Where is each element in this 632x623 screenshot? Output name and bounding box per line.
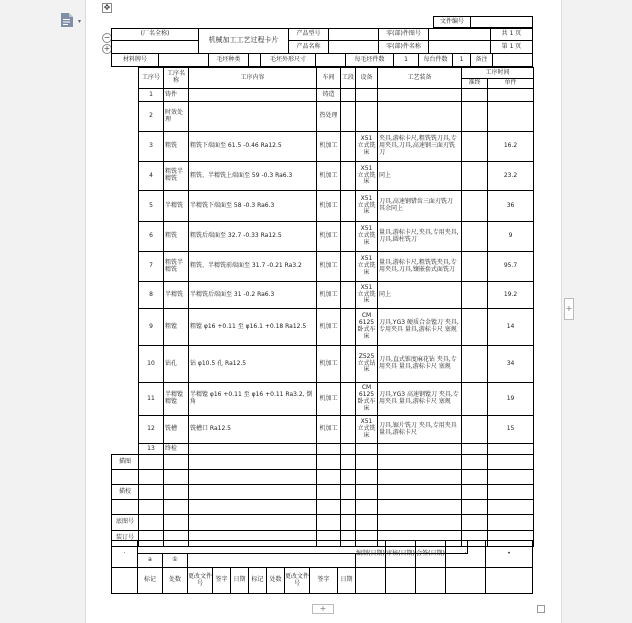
footer-block [111, 540, 533, 598]
side-expand-icon[interactable]: + [564, 298, 574, 320]
op-section [341, 282, 356, 309]
op-shop: 机加工 [317, 416, 341, 444]
op-name: 铣槽 [164, 416, 189, 444]
per-blank-label: 每毛坯件数 [346, 54, 394, 67]
op-prep [462, 222, 488, 252]
op-no: 6 [139, 222, 164, 252]
table-row[interactable] [112, 444, 534, 455]
footer-dot-left: · [111, 540, 138, 568]
side-label-check: 描校 [112, 485, 139, 500]
blank-row[interactable] [112, 470, 534, 485]
part-name-label: 零(部)件名称 [379, 41, 429, 54]
op-name: 半精铣 [164, 191, 189, 222]
op-prep [462, 383, 488, 416]
op-section [341, 132, 356, 162]
op-content: 半精铣下端面至 58 -0.3 Ra6.3 [189, 191, 317, 222]
op-content: 粗铣下端面至 61.5 -0.46 Ra12.5 [189, 132, 317, 162]
card-title-left [111, 41, 199, 54]
op-no: 4 [139, 162, 164, 191]
op-prep [462, 252, 488, 282]
op-section [341, 252, 356, 282]
op-prep [462, 191, 488, 222]
op-no: 13 [139, 444, 164, 455]
dropdown-arrow-icon[interactable]: ▾ [78, 18, 82, 25]
mark-a: a [138, 554, 163, 568]
op-unit: 36 [488, 191, 534, 222]
op-prep [462, 346, 488, 383]
op-prep [462, 309, 488, 346]
op-unit: 95.7 [488, 252, 534, 282]
per-unit-value[interactable]: 1 [453, 54, 471, 67]
remarks-value[interactable] [493, 54, 533, 67]
op-tool: 刀具,直式锥度麻花钻 夹具,专用夹具 量具,游标卡尺 塞规 [378, 346, 462, 383]
op-name: 粗铣半精铣 [164, 162, 189, 191]
sign-col-count-2: 处数 [267, 568, 285, 594]
process-table [111, 67, 534, 547]
table-row[interactable] [112, 132, 534, 162]
footer-tail-2 [386, 568, 416, 594]
op-name: 时效处理 [164, 102, 189, 132]
remarks-label: 备注 [471, 54, 493, 67]
blank-size-label: 毛坯外形尺寸 [261, 54, 316, 67]
op-name: 粗铣 [164, 132, 189, 162]
op-section [341, 162, 356, 191]
op-tool: 量具,游标卡尺,粗铣铣夹具,专用夹具,刀具,镶嵌套式面铣刀 [378, 252, 462, 282]
op-name: 半精镗精镗 [164, 383, 189, 416]
table-row[interactable] [112, 162, 534, 191]
op-shop: 机加工 [317, 282, 341, 309]
op-tool: 量具,游标卡尺,夹具,专用夹具,刀具,圆柱铣刀 [378, 222, 462, 252]
col-time: 工序时间 [462, 68, 534, 79]
op-content [189, 444, 317, 455]
design-date-label: 编制(日期) [356, 540, 386, 568]
blank-size-value[interactable] [316, 54, 346, 67]
col-op-name: 工序名称 [164, 68, 189, 89]
op-name: 铸件 [164, 89, 189, 102]
op-no: 11 [139, 383, 164, 416]
op-shop: 机加工 [317, 191, 341, 222]
op-section [341, 191, 356, 222]
col-equipment: 设备 [356, 68, 378, 89]
table-row[interactable] [112, 282, 534, 309]
file-no-value[interactable] [471, 16, 533, 28]
op-content: 粗镗 φ16 +0.11 至 φ16.1 +0.18 Ra12.5 [189, 309, 317, 346]
op-name: 粗铣 [164, 222, 189, 252]
op-shop: 机加工 [317, 252, 341, 282]
op-content: 粗铣、半精铣上端面至 59 -0.3 Ra6.3 [189, 162, 317, 191]
table-row[interactable] [112, 309, 534, 346]
op-equip: X51 立式铣床 [356, 132, 378, 162]
op-content: 粗铣、半精铣前端面至 31.7 -0.21 Ra3.2 [189, 252, 317, 282]
sign-col-count: 处数 [163, 568, 188, 594]
op-section [341, 222, 356, 252]
footer-cell-a: · [446, 540, 486, 568]
part-drawing-value[interactable] [429, 28, 491, 41]
op-shop: 铸造 [317, 89, 341, 102]
blank-row[interactable] [112, 455, 534, 470]
card-title: 机械加工工艺过程卡片 [199, 28, 289, 54]
op-no: 2 [139, 102, 164, 132]
op-unit: 19 [488, 383, 534, 416]
op-equip: CM 6125 卧式车床 [356, 309, 378, 346]
op-equip [356, 89, 378, 102]
resize-handle-icon[interactable] [537, 605, 545, 613]
col-section: 工段 [341, 68, 356, 89]
table-row[interactable] [112, 346, 534, 383]
op-unit: 9 [488, 222, 534, 252]
op-section [341, 346, 356, 383]
op-no: 12 [139, 416, 164, 444]
op-prep [462, 89, 488, 102]
review-date-label: 审核(日期) [386, 540, 416, 568]
op-section [341, 416, 356, 444]
col-prep: 准终 [462, 79, 488, 89]
op-prep [462, 132, 488, 162]
col-content: 工序内容 [189, 68, 317, 89]
table-row[interactable] [112, 383, 534, 416]
product-model-value[interactable] [329, 28, 379, 41]
blank-row[interactable] [112, 500, 534, 515]
op-equip [356, 102, 378, 132]
op-equip: X51 立式铣床 [356, 162, 378, 191]
blank-type-label: 毛坯种类 [209, 54, 249, 67]
expand-icon[interactable]: + [103, 44, 111, 53]
col-op-no: 工序号 [139, 68, 164, 89]
op-name: 半精铣 [164, 282, 189, 309]
op-content: 半精镗 φ16 +0.11 至 φ16 +0.11 Ra3.2, 倒角 [189, 383, 317, 416]
per-unit-label: 每台件数 [419, 54, 453, 67]
sign-col-mark: 标记 [138, 568, 163, 594]
per-blank-value[interactable]: 1 [394, 54, 419, 67]
material-label: 材料牌号 [111, 54, 159, 67]
op-section [341, 102, 356, 132]
total-pages: 共 1 页 [491, 28, 533, 41]
product-name-label: 产品名称 [289, 41, 329, 54]
op-equip: X51 立式铣床 [356, 222, 378, 252]
op-shop: 机加工 [317, 222, 341, 252]
op-content: 钻 φ10.5 孔 Ra12.5 [189, 346, 317, 383]
side-label-base-drawing: 底图号 [112, 515, 139, 531]
sign-col-change-doc-2: 更改文件号 [285, 568, 310, 594]
page-no: 第 1 页 [491, 41, 533, 54]
op-no: 8 [139, 282, 164, 309]
sign-col-mark-2: 标记 [249, 568, 267, 594]
op-tool: 同上 [378, 282, 462, 309]
product-model-label: 产品型号 [289, 28, 329, 41]
op-no: 9 [139, 309, 164, 346]
op-equip: X51 立式铣床 [356, 191, 378, 222]
footer-tail-3 [416, 568, 446, 594]
footer-tail-5 [486, 568, 533, 594]
op-prep [462, 102, 488, 132]
op-content [189, 89, 317, 102]
blank-row[interactable] [112, 515, 534, 531]
table-row[interactable] [112, 222, 534, 252]
sign-col-date-2: 日期 [338, 568, 356, 594]
op-prep [462, 282, 488, 309]
side-blank [112, 89, 139, 455]
op-name: 终检 [164, 444, 189, 455]
op-no: 7 [139, 252, 164, 282]
op-unit [488, 89, 534, 102]
file-no-label: 文件编号 [433, 16, 471, 28]
op-tool: 刀具,YG3 硬质合金镗刀 夹具,专用夹具 量具,游标卡尺 塞规 [378, 309, 462, 346]
op-equip [356, 444, 378, 455]
op-unit: 16.2 [488, 132, 534, 162]
header-block [111, 16, 533, 67]
col-workshop: 车间 [317, 68, 341, 89]
op-section [341, 309, 356, 346]
add-row-icon[interactable]: + [312, 604, 334, 614]
op-unit [488, 102, 534, 132]
op-unit: 15 [488, 416, 534, 444]
footer-tail-1 [356, 568, 386, 594]
op-equip: Z525 立式钻床 [356, 346, 378, 383]
op-section [341, 89, 356, 102]
op-content: 铣槽口 Ra12.5 [189, 416, 317, 444]
op-prep [462, 416, 488, 444]
op-content: 粗铣后端面至 32.7 -0.33 Ra12.5 [189, 222, 317, 252]
side-label-trace: 描图 [112, 455, 139, 470]
op-tool: 夹具,游标卡尺,粗铣铣刀具,专用夹具,刀具,高速钢三面刃铣刀 [378, 132, 462, 162]
op-tool [378, 444, 462, 455]
op-tool: 刀具,锯片铣刀 夹具,专用夹具 量具,游标卡尺 [378, 416, 462, 444]
op-section [341, 444, 356, 455]
footer-cell-b: • [486, 540, 533, 568]
op-shop: 热处理 [317, 102, 341, 132]
op-shop: 机加工 [317, 383, 341, 416]
blank-type-value[interactable] [249, 54, 261, 67]
op-tool: 同上 [378, 162, 462, 191]
table-row[interactable] [112, 89, 534, 102]
op-shop: 机加工 [317, 346, 341, 383]
op-shop [317, 444, 341, 455]
op-unit: 14 [488, 309, 534, 346]
footer-tail-4 [446, 568, 486, 594]
op-equip: CM 6125 卧式车床 [356, 383, 378, 416]
op-unit: 19.2 [488, 282, 534, 309]
document-icon[interactable] [60, 12, 74, 28]
op-shop: 机加工 [317, 309, 341, 346]
op-tool [378, 102, 462, 132]
mark-circle: ① [163, 554, 188, 568]
move-handle-icon[interactable]: ✥ [103, 3, 111, 12]
sign-col-date: 日期 [231, 568, 249, 594]
sign-col-change-doc: 更改文件号 [188, 568, 213, 594]
op-name: 粗镗 [164, 309, 189, 346]
op-unit: 34 [488, 346, 534, 383]
op-equip: X51 立式铣床 [356, 252, 378, 282]
table-row[interactable] [112, 191, 534, 222]
side-label-binding: 装订号 [112, 531, 139, 547]
op-no: 5 [139, 191, 164, 222]
sign-col-sign: 签字 [213, 568, 231, 594]
part-drawing-label: 零(部)件图号 [379, 28, 429, 41]
table-row[interactable] [112, 102, 534, 132]
op-content [189, 102, 317, 132]
op-section [341, 383, 356, 416]
op-name: 钻孔 [164, 346, 189, 383]
col-tooling: 工艺装备 [378, 68, 462, 89]
op-equip: X51 立式铣床 [356, 416, 378, 444]
op-shop: 机加工 [317, 162, 341, 191]
op-unit: 23.2 [488, 162, 534, 191]
op-shop: 机加工 [317, 132, 341, 162]
footer-side-blank [111, 568, 138, 594]
op-content: 半精铣后端面至 31 -0.2 Ra6.3 [189, 282, 317, 309]
op-tool [378, 89, 462, 102]
op-tool: 刀具,高速钢错齿三面刃铣刀 其余同上 [378, 191, 462, 222]
mark-blank [188, 554, 356, 568]
op-prep [462, 162, 488, 191]
blank-row[interactable] [112, 485, 534, 500]
part-name-value[interactable] [429, 41, 491, 54]
op-prep [462, 444, 488, 455]
side-blank [112, 68, 139, 89]
product-name-value[interactable] [329, 41, 379, 54]
factory-name: (厂名全称) [111, 28, 199, 41]
sign-date-label: 会签(日期) [416, 540, 446, 568]
op-no: 10 [139, 346, 164, 383]
table-row[interactable] [112, 252, 534, 282]
op-equip: X51 立式铣床 [356, 282, 378, 309]
col-unit: 单件 [488, 79, 534, 89]
op-name: 粗铣半精铣 [164, 252, 189, 282]
table-row[interactable] [112, 416, 534, 444]
op-no: 3 [139, 132, 164, 162]
sign-col-sign-2: 签字 [310, 568, 338, 594]
collapse-icon[interactable]: − [103, 33, 111, 42]
op-no: 1 [139, 89, 164, 102]
op-unit [488, 444, 534, 455]
op-tool: 刀具,YG3 高速钢镗刀 夹具,专用夹具 量具,游标卡尺 塞规 [378, 383, 462, 416]
material-value[interactable] [159, 54, 209, 67]
